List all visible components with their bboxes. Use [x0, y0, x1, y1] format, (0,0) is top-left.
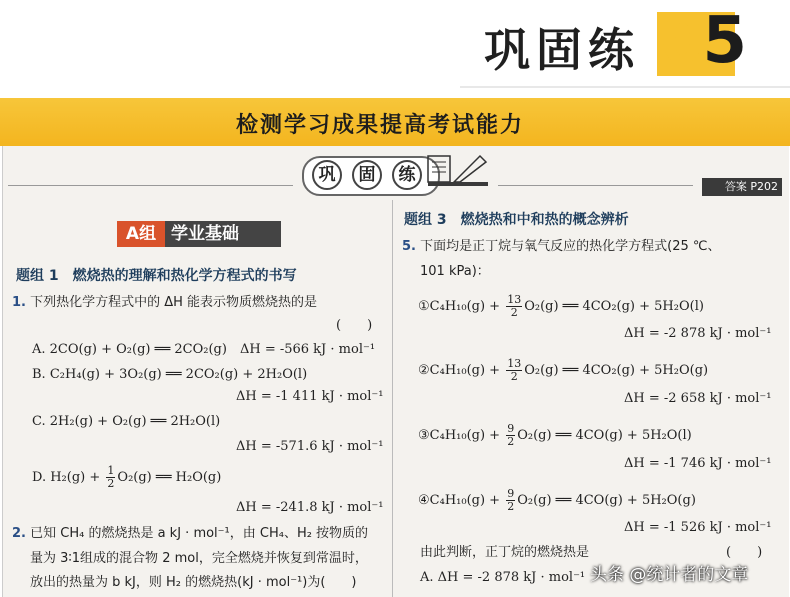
- equation-end: O₂(g) ══ 4CO₂(g) + 5H₂O(g): [524, 363, 709, 378]
- option-a: A. 2CO(g) + O₂(g) ══ 2CO₂(g) ΔH = -566 kJ · mol⁻¹: [32, 342, 376, 357]
- fraction-denominator: 2: [507, 435, 515, 448]
- option-b: B. C₂H₄(g) + 3O₂(g) ══ 2CO₂(g) + 2H₂O(l): [32, 367, 308, 382]
- books-ruler-icon: [424, 150, 494, 188]
- equation-4: [418, 488, 696, 513]
- fraction-denominator: 2: [107, 477, 115, 490]
- section-header-rule-right: [498, 185, 693, 186]
- answer-blank: ( ): [726, 545, 763, 560]
- answer-reference: 答案 P202: [702, 178, 782, 196]
- section-tag-char: 巩: [312, 160, 342, 190]
- option-b-enthalpy: ΔH = -1 411 kJ · mol⁻¹: [236, 389, 384, 404]
- question-2-line-2: 量为 3∶1组成的混合物 2 mol，完全燃烧并恢复到常温时，: [30, 551, 368, 566]
- group-a-letter: A组: [117, 221, 165, 247]
- equation-4-enthalpy: ΔH = -1 526 kJ · mol⁻¹: [624, 520, 772, 535]
- equation-1: [418, 294, 704, 319]
- question-number: 1.: [12, 295, 26, 310]
- option-d-end: O₂(g) ══ H₂O(g): [117, 470, 222, 485]
- conclusion-text: 由此判断，正丁烷的燃烧热是: [420, 545, 590, 560]
- group-a-label: 学业基础: [165, 221, 281, 247]
- equation-3: [418, 423, 692, 448]
- equation-2-enthalpy: ΔH = -2 658 kJ · mol⁻¹: [624, 391, 772, 406]
- question-number: 2.: [12, 526, 26, 541]
- option-d-start: D. H₂(g) +: [32, 470, 105, 485]
- equation-start: ④C₄H₁₀(g) +: [418, 493, 505, 508]
- topic-heading-1: 题组 1 燃烧热的理解和热化学方程式的书写: [16, 268, 297, 284]
- equation-2: [418, 358, 708, 383]
- question-text: 已知 CH₄ 的燃烧热是 a kJ · mol⁻¹，由 CH₄、H₂ 按物质的: [30, 526, 369, 541]
- fraction-numerator: 13: [507, 357, 522, 370]
- question-number: 5.: [402, 239, 416, 254]
- equation-start: ②C₄H₁₀(g) +: [418, 363, 505, 378]
- equation-end: O₂(g) ══ 4CO(g) + 5H₂O(l): [517, 428, 692, 443]
- equation-start: ①C₄H₁₀(g) +: [418, 299, 505, 314]
- page-title: 巩固练: [484, 23, 640, 77]
- watermark: 头条 @统计者的文章: [590, 565, 749, 585]
- lesson-number: [660, 4, 745, 78]
- lesson-number-trailing: 5: [702, 4, 746, 78]
- fraction-numerator: 13: [507, 293, 522, 306]
- option-c-enthalpy: ΔH = -571.6 kJ · mol⁻¹: [236, 439, 384, 454]
- topic-heading-3: 题组 3 燃烧热和中和热的概念辨析: [404, 212, 629, 228]
- equation-start: ③C₄H₁₀(g) +: [418, 428, 505, 443]
- answer-blank: ( ): [336, 318, 373, 333]
- column-divider: [392, 200, 393, 597]
- question-5-line-1: [402, 239, 720, 255]
- banner-text: 检测学习成果提高考试能力: [236, 113, 525, 138]
- question-2-line-1: [12, 526, 368, 542]
- fraction: [506, 358, 522, 383]
- question-2-line-3: 放出的热量为 b kJ，则 H₂ 的燃烧热(kJ · mol⁻¹)为( ): [30, 575, 357, 590]
- section-tag-char: 固: [352, 160, 382, 190]
- question-1: [12, 295, 317, 311]
- section-tag-char: 练: [392, 160, 422, 190]
- question-text: 下列热化学方程式中的 ΔH 能表示物质燃烧热的是: [30, 295, 318, 310]
- fraction: [106, 465, 115, 490]
- fraction-numerator: 9: [507, 422, 515, 435]
- question-5-line-2: 101 kPa)：: [420, 264, 490, 279]
- fraction: [506, 294, 522, 319]
- section-header-rule-left: [8, 185, 293, 186]
- equation-3-enthalpy: ΔH = -1 746 kJ · mol⁻¹: [624, 456, 772, 471]
- option-d: [32, 465, 221, 490]
- fraction-numerator: 9: [507, 487, 515, 500]
- equation-end: O₂(g) ══ 4CO(g) + 5H₂O(g): [517, 493, 696, 508]
- option-a: A. ΔH = -2 878 kJ · mol⁻¹: [420, 570, 586, 585]
- fraction: [506, 423, 515, 448]
- fraction-denominator: 2: [507, 500, 515, 513]
- option-d-enthalpy: ΔH = -241.8 kJ · mol⁻¹: [236, 500, 384, 515]
- fraction-denominator: 2: [510, 370, 518, 383]
- lesson-number-leading: 0: [660, 4, 703, 78]
- equation-1-enthalpy: ΔH = -2 878 kJ · mol⁻¹: [624, 326, 772, 341]
- fraction-denominator: 2: [510, 306, 518, 319]
- equation-end: O₂(g) ══ 4CO₂(g) + 5H₂O(l): [524, 299, 704, 314]
- title-underline: [460, 86, 790, 88]
- option-c: C. 2H₂(g) + O₂(g) ══ 2H₂O(l): [32, 414, 221, 429]
- question-text: 下面均是正丁烷与氧气反应的热化学方程式(25 ℃、: [420, 239, 721, 254]
- fraction: [506, 488, 515, 513]
- fraction-numerator: 1: [107, 464, 115, 477]
